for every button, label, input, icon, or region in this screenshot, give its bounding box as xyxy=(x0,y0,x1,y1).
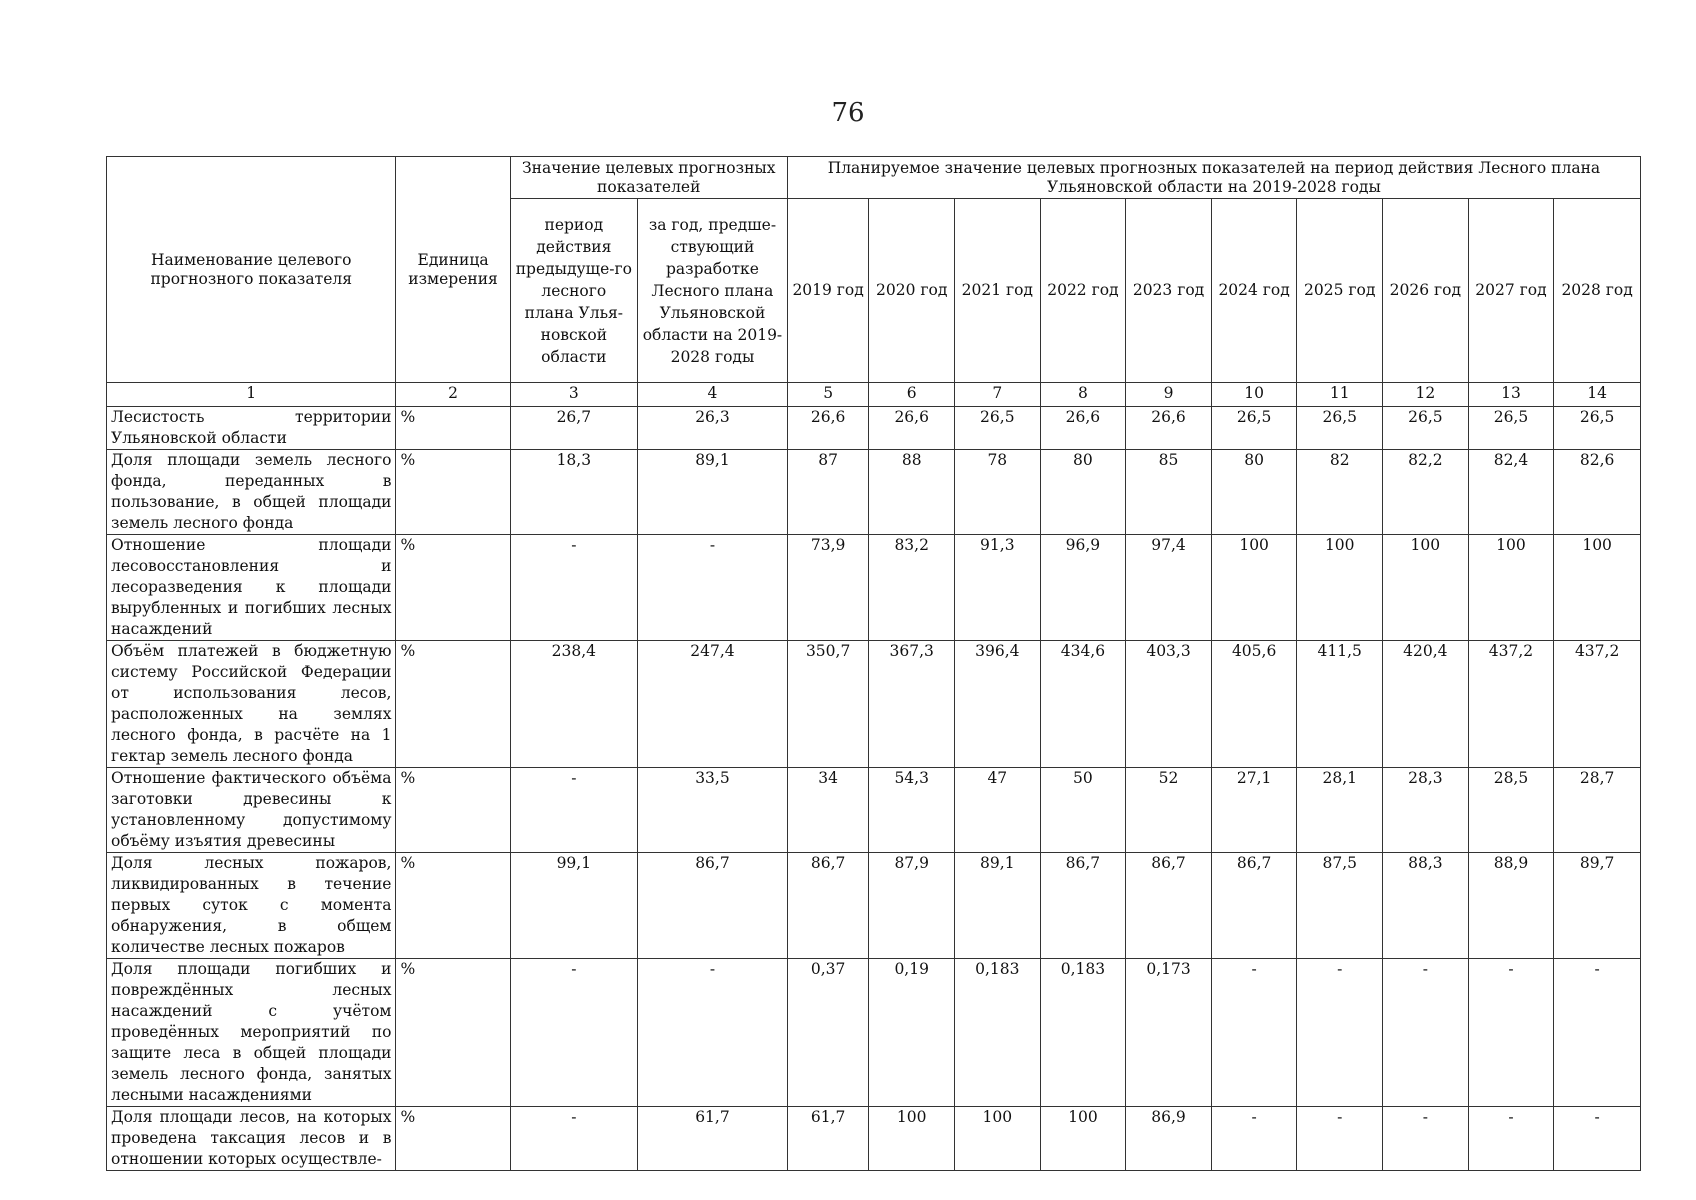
preceding-year-value: 61,7 xyxy=(638,1107,788,1171)
year-value: 26,5 xyxy=(955,407,1041,450)
year-value: - xyxy=(1468,959,1554,1107)
year-value: 83,2 xyxy=(869,535,955,641)
header-previous-plan-period: период действия предыдуще-го лесного плана Улья-новской области xyxy=(510,199,637,383)
unit-cell: % xyxy=(396,853,510,959)
header-unit: Единица измерения xyxy=(396,157,510,383)
year-value: 34 xyxy=(787,768,869,853)
unit-cell: % xyxy=(396,641,510,768)
year-value: 26,6 xyxy=(787,407,869,450)
header-target-values-group: Значение целевых прогнозных показателей xyxy=(510,157,787,199)
column-number: 10 xyxy=(1211,383,1297,407)
year-value: - xyxy=(1297,1107,1383,1171)
year-value: 28,1 xyxy=(1297,768,1383,853)
year-value: 89,7 xyxy=(1554,853,1641,959)
table-row xyxy=(107,768,1641,853)
year-value: 100 xyxy=(1297,535,1383,641)
preceding-year-value: 33,5 xyxy=(638,768,788,853)
year-value: 367,3 xyxy=(869,641,955,768)
year-value: 82,2 xyxy=(1383,450,1469,535)
column-number: 7 xyxy=(955,383,1041,407)
year-value: 28,7 xyxy=(1554,768,1641,853)
year-value: 80 xyxy=(1040,450,1126,535)
year-value: 91,3 xyxy=(955,535,1041,641)
year-value: - xyxy=(1554,1107,1641,1171)
year-value: 100 xyxy=(1383,535,1469,641)
year-value: 28,3 xyxy=(1383,768,1469,853)
year-value: 87 xyxy=(787,450,869,535)
previous-plan-period-value: - xyxy=(510,535,637,641)
year-value: 26,5 xyxy=(1383,407,1469,450)
header-planned-values-group: Планируемое значение целевых прогнозных показателей на период действия Лесного плана Ульяновской области на 2019-2028 годы xyxy=(787,157,1640,199)
unit-cell: % xyxy=(396,768,510,853)
header-year-2020: 2020 год xyxy=(869,199,955,383)
year-value: 86,7 xyxy=(787,853,869,959)
table-row xyxy=(107,450,1641,535)
year-value: 85 xyxy=(1126,450,1212,535)
preceding-year-value: 86,7 xyxy=(638,853,788,959)
column-number: 4 xyxy=(638,383,788,407)
year-value: 88,9 xyxy=(1468,853,1554,959)
year-value: 0,183 xyxy=(1040,959,1126,1107)
unit-cell: % xyxy=(396,535,510,641)
year-value: - xyxy=(1211,959,1297,1107)
year-value: 100 xyxy=(1468,535,1554,641)
year-value: 26,6 xyxy=(869,407,955,450)
previous-plan-period-value: 99,1 xyxy=(510,853,637,959)
table-row xyxy=(107,535,1641,641)
column-number: 6 xyxy=(869,383,955,407)
column-number: 12 xyxy=(1383,383,1469,407)
year-value: 403,3 xyxy=(1126,641,1212,768)
year-value: 420,4 xyxy=(1383,641,1469,768)
header-year-2022: 2022 год xyxy=(1040,199,1126,383)
preceding-year-value: 26,3 xyxy=(638,407,788,450)
preceding-year-value: - xyxy=(638,959,788,1107)
year-value: 82 xyxy=(1297,450,1383,535)
column-number: 3 xyxy=(510,383,637,407)
table-row xyxy=(107,1107,1641,1171)
year-value: 405,6 xyxy=(1211,641,1297,768)
previous-plan-period-value: 26,7 xyxy=(510,407,637,450)
year-value: 86,7 xyxy=(1040,853,1126,959)
year-value: 26,6 xyxy=(1040,407,1126,450)
previous-plan-period-value: - xyxy=(510,1107,637,1171)
year-value: - xyxy=(1297,959,1383,1107)
table-row xyxy=(107,641,1641,768)
page-number: 76 xyxy=(831,98,865,128)
year-value: 50 xyxy=(1040,768,1126,853)
header-year-2021: 2021 год xyxy=(955,199,1041,383)
year-value: 27,1 xyxy=(1211,768,1297,853)
year-value: 52 xyxy=(1126,768,1212,853)
year-value: 88 xyxy=(869,450,955,535)
year-value: 86,7 xyxy=(1126,853,1212,959)
year-value: 86,7 xyxy=(1211,853,1297,959)
year-value: 26,5 xyxy=(1297,407,1383,450)
header-year-2023: 2023 год xyxy=(1126,199,1212,383)
year-value: 437,2 xyxy=(1468,641,1554,768)
year-value: 97,4 xyxy=(1126,535,1212,641)
header-indicator-name: Наименование целевого прогнозного показателя xyxy=(107,157,396,383)
year-value: 47 xyxy=(955,768,1041,853)
column-number: 8 xyxy=(1040,383,1126,407)
indicator-name: Доля площади земель лесного фонда, переданных в пользование, в общей площади земель лесного фонда xyxy=(107,450,396,535)
year-value: - xyxy=(1383,1107,1469,1171)
year-value: 87,5 xyxy=(1297,853,1383,959)
year-value: 89,1 xyxy=(955,853,1041,959)
header-year-2019: 2019 год xyxy=(787,199,869,383)
header-year-2028: 2028 год xyxy=(1554,199,1641,383)
year-value: 26,6 xyxy=(1126,407,1212,450)
year-value: 80 xyxy=(1211,450,1297,535)
preceding-year-value: - xyxy=(638,535,788,641)
unit-cell: % xyxy=(396,959,510,1107)
year-value: 0,37 xyxy=(787,959,869,1107)
previous-plan-period-value: 18,3 xyxy=(510,450,637,535)
column-number: 11 xyxy=(1297,383,1383,407)
year-value: 100 xyxy=(869,1107,955,1171)
header-year-2027: 2027 год xyxy=(1468,199,1554,383)
year-value: - xyxy=(1211,1107,1297,1171)
table-body xyxy=(107,407,1641,1171)
indicator-name: Отношение площади лесовосстановления и лесоразведения к площади вырубленных и погибших лесных насаждений xyxy=(107,535,396,641)
year-value: 87,9 xyxy=(869,853,955,959)
preceding-year-value: 247,4 xyxy=(638,641,788,768)
unit-cell: % xyxy=(396,407,510,450)
unit-cell: % xyxy=(396,450,510,535)
indicator-name: Доля лесных пожаров, ликвидированных в течение первых суток с момента обнаружения, в общем количестве лесных пожаров xyxy=(107,853,396,959)
year-value: 28,5 xyxy=(1468,768,1554,853)
year-value: 100 xyxy=(955,1107,1041,1171)
year-value: 82,6 xyxy=(1554,450,1641,535)
header-year-2025: 2025 год xyxy=(1297,199,1383,383)
year-value: 100 xyxy=(1040,1107,1126,1171)
year-value: 88,3 xyxy=(1383,853,1469,959)
year-value: - xyxy=(1554,959,1641,1107)
column-number: 13 xyxy=(1468,383,1554,407)
previous-plan-period-value: - xyxy=(510,768,637,853)
column-number: 1 xyxy=(107,383,396,407)
year-value: 26,5 xyxy=(1554,407,1641,450)
column-number: 14 xyxy=(1554,383,1641,407)
year-value: 78 xyxy=(955,450,1041,535)
indicator-name: Лесистость территории Ульяновской области xyxy=(107,407,396,450)
year-value: - xyxy=(1468,1107,1554,1171)
year-value: 100 xyxy=(1554,535,1641,641)
year-value: 396,4 xyxy=(955,641,1041,768)
year-value: 434,6 xyxy=(1040,641,1126,768)
year-value: 100 xyxy=(1211,535,1297,641)
year-value: 54,3 xyxy=(869,768,955,853)
table-row xyxy=(107,407,1641,450)
year-value: 26,5 xyxy=(1211,407,1297,450)
header-year-2026: 2026 год xyxy=(1383,199,1469,383)
header-preceding-year: за год, предше-ствующий разработке Лесного плана Ульяновской области на 2019-2028 годы xyxy=(638,199,788,383)
preceding-year-value: 89,1 xyxy=(638,450,788,535)
unit-cell: % xyxy=(396,1107,510,1171)
previous-plan-period-value: 238,4 xyxy=(510,641,637,768)
year-value: 96,9 xyxy=(1040,535,1126,641)
year-value: 0,183 xyxy=(955,959,1041,1107)
table-row xyxy=(107,959,1641,1107)
year-value: 82,4 xyxy=(1468,450,1554,535)
year-value: 437,2 xyxy=(1554,641,1641,768)
column-number: 2 xyxy=(396,383,510,407)
indicator-name: Объём платежей в бюджетную систему Российской Федерации от использования лесов, расположенных на землях лесного фонда, в расчёте на 1 гектар земель лесного фонда xyxy=(107,641,396,768)
year-value: 61,7 xyxy=(787,1107,869,1171)
year-value: 26,5 xyxy=(1468,407,1554,450)
column-numbers-row xyxy=(107,383,1641,407)
year-value: 73,9 xyxy=(787,535,869,641)
year-value: 0,19 xyxy=(869,959,955,1107)
year-value: 86,9 xyxy=(1126,1107,1212,1171)
table-header xyxy=(107,157,1641,407)
year-value: 411,5 xyxy=(1297,641,1383,768)
table-row xyxy=(107,853,1641,959)
year-value: 350,7 xyxy=(787,641,869,768)
header-year-2024: 2024 год xyxy=(1211,199,1297,383)
target-indicators-table xyxy=(106,156,1641,1171)
year-value: - xyxy=(1383,959,1469,1107)
indicator-name: Отношение фактического объёма заготовки древесины к установленному допустимому объёму изъятия древесины xyxy=(107,768,396,853)
previous-plan-period-value: - xyxy=(510,959,637,1107)
column-number: 9 xyxy=(1126,383,1212,407)
column-number: 5 xyxy=(787,383,869,407)
year-value: 0,173 xyxy=(1126,959,1212,1107)
indicator-name: Доля площади погибших и повреждённых лесных насаждений с учётом проведённых мероприятий по защите леса в общей площади земель лесного фонда, занятых лесными насаждениями xyxy=(107,959,396,1107)
indicator-name: Доля площади лесов, на которых проведена таксация лесов и в отношении которых осуществле- xyxy=(107,1107,396,1171)
